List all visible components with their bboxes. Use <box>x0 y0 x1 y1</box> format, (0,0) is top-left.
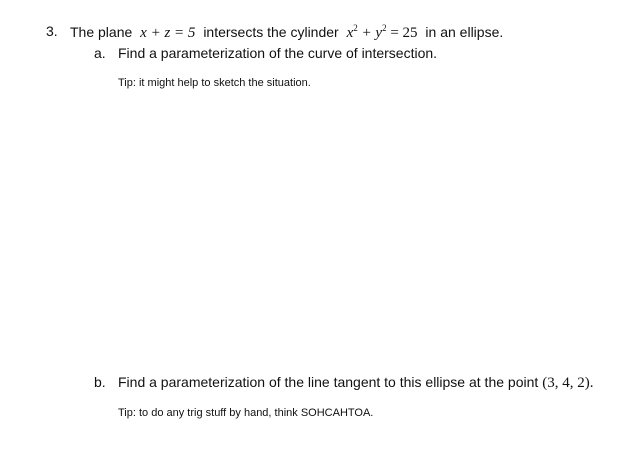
point: (3, 4, 2). <box>542 375 594 391</box>
statement-text: The plane <box>70 24 133 40</box>
problem-statement <box>70 23 503 42</box>
statement-text: intersects the cylinder <box>203 24 339 40</box>
equals-25: = 25 <box>386 25 418 41</box>
plane-equation: x + z = 5 <box>140 25 196 41</box>
part-a-tip: Tip: it might help to sketch the situation. <box>118 77 311 89</box>
statement-text: in an ellipse. <box>425 24 504 40</box>
cylinder-equation <box>347 25 418 41</box>
part-a-label: a. <box>94 45 106 61</box>
var-y: + y <box>357 25 383 41</box>
part-a-text: Find a parameterization of the curve of intersection. <box>118 45 438 61</box>
part-b-tip: Tip: to do any trig stuff by hand, think SOHCAHTOA. <box>118 407 374 419</box>
exponent: 2 <box>382 23 387 33</box>
part-b-statement <box>118 374 594 392</box>
exponent: 2 <box>353 23 358 33</box>
part-b-label: b. <box>94 374 106 390</box>
var-x: x <box>346 25 354 41</box>
part-b-text: Find a parameterization of the line tangent to this ellipse at the point <box>118 374 539 390</box>
problem-number: 3. <box>46 23 58 39</box>
